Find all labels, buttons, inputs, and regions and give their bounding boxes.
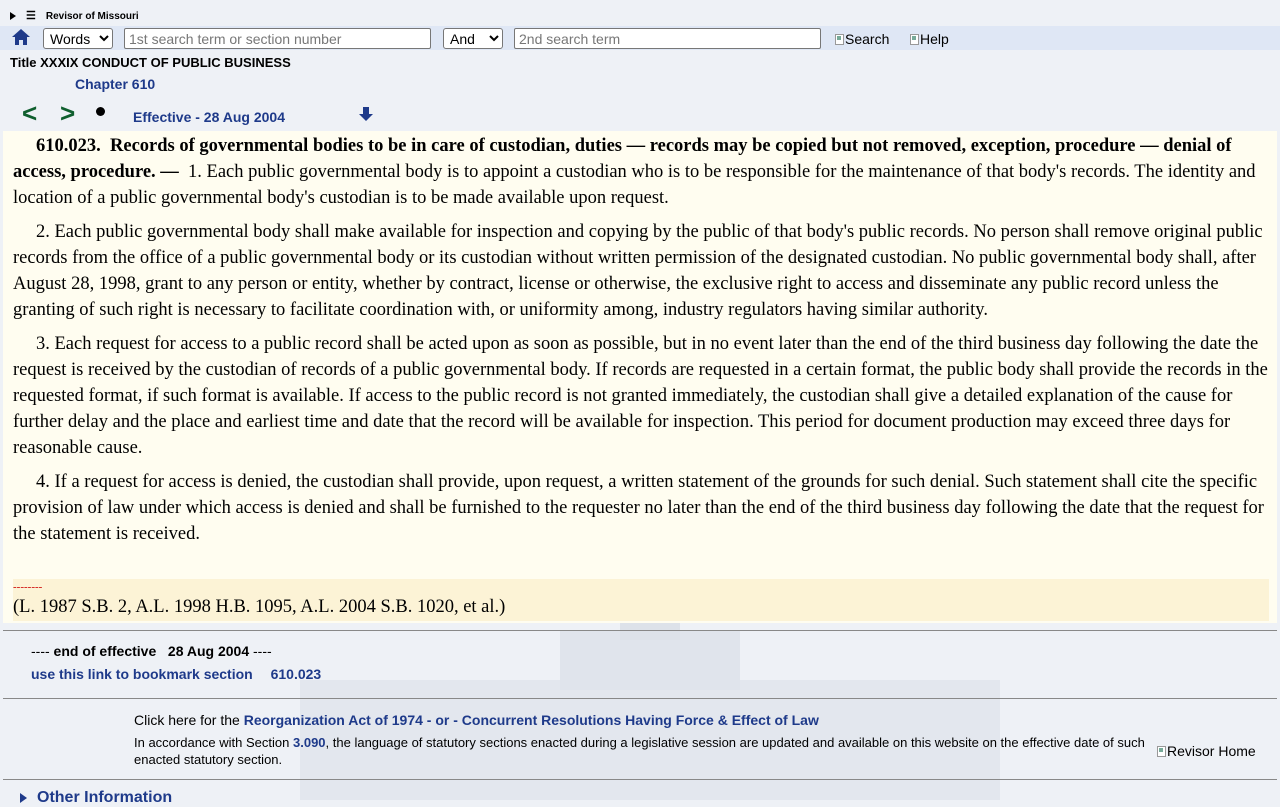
history-text: (L. 1987 S.B. 2, A.L. 1998 H.B. 1095, A.L. 2004 S.B. 1020, et al.): [13, 597, 506, 617]
section-3090-link[interactable]: 3.090: [293, 735, 326, 750]
effective-date: Effective - 28 Aug 2004: [133, 109, 285, 125]
home-icon[interactable]: [11, 27, 31, 47]
other-information-label: Other Information: [37, 789, 173, 806]
end-prefix-label: end of effective: [49, 643, 157, 659]
search-mode-select[interactable]: [43, 28, 113, 49]
paragraph-1: [13, 133, 1269, 211]
search-button[interactable]: [835, 31, 889, 47]
chapter-link[interactable]: Chapter 610: [75, 76, 156, 92]
end-date: 28 Aug 2004: [167, 643, 250, 659]
prev-section-button[interactable]: <: [22, 98, 38, 128]
search-term1-input[interactable]: [124, 28, 431, 49]
divider: [3, 779, 1277, 780]
footer-links: [134, 712, 819, 728]
section-number: 610.023.: [36, 136, 101, 156]
other-information-toggle[interactable]: [20, 789, 172, 807]
section-heading: Records of governmental bodies to be in care of custodian, duties — records may be copied but not removed, exception, procedure — denial of access, procedure. —: [13, 136, 1232, 182]
paragraph-1-text: 1. Each public governmental body is to appoint a custodian who is to be responsible for the maintenance of that body's records. The identity and location of a public governmental body's custodian is to be made available upon request.: [13, 162, 1256, 208]
broken-image-icon: [835, 34, 844, 45]
section-text: [13, 133, 1269, 555]
end-of-effective: [31, 643, 272, 659]
expand-triangle-icon[interactable]: [10, 12, 16, 20]
site-name: Revisor of Missouri: [45, 10, 139, 22]
broken-image-icon: [910, 34, 919, 45]
accordance-prefix: In accordance with Section: [134, 735, 290, 750]
click-here-text: Click here for the: [134, 712, 240, 728]
expand-triangle-icon: [20, 793, 27, 803]
revisor-home-label: Revisor Home: [1167, 743, 1256, 759]
reorganization-act-link[interactable]: Reorganization Act of 1974: [243, 712, 423, 728]
bookmark-section: 610.023: [270, 666, 322, 682]
divider: [3, 698, 1277, 699]
end-prefix-dashes: ----: [31, 643, 50, 659]
menu-icon[interactable]: ☰: [26, 9, 36, 22]
help-button-label: Help: [920, 31, 949, 47]
paragraph-4: 4. If a request for access is denied, the custodian shall provide, upon request, a written statement of the grounds for such denial. Such statement shall cite the specific provision of law under which access is denied and shall be furnished to the requester no later than the end of the third business day following the date that the request for the statement is received.: [13, 472, 1264, 544]
next-section-button[interactable]: >: [60, 98, 76, 128]
accordance-rest: , the language of statutory sections enacted during a legislative session are updated and available on this website on the effective date of such enacted statutory section.: [134, 735, 1145, 767]
search-operator-select[interactable]: [443, 28, 503, 49]
current-section-dot-icon[interactable]: [96, 107, 105, 116]
broken-image-icon: [1157, 746, 1166, 757]
title-heading: Title XXXIX CONDUCT OF PUBLIC BUSINESS: [10, 55, 291, 70]
history-block: [13, 579, 1269, 621]
accordance-note: [134, 734, 1154, 768]
search-button-label: Search: [845, 31, 890, 47]
paragraph-2: 2. Each public governmental body shall make available for inspection and copying by the public of that body's public records. No person shall remove original public records from the office of a public governmental body or its custodian without written permission of the designated custodian. No public governmental body shall, after August 28, 1998, grant to any person or entity, whether by contract, license or otherwise, the exclusive right to access and disseminate any public record unless the granting of such right is necessary to facilitate coordination with, or uniformity among, industry regulators having similar authority.: [13, 222, 1263, 320]
revisor-home-link[interactable]: [1157, 743, 1256, 759]
help-button[interactable]: [910, 31, 949, 47]
statute-content: [3, 131, 1277, 623]
search-term2-input[interactable]: [514, 28, 821, 49]
divider: [3, 630, 1277, 631]
end-suffix: ----: [253, 643, 272, 659]
site-header: [10, 9, 139, 23]
down-arrow-icon[interactable]: [358, 106, 374, 122]
history-divider: --------: [13, 581, 43, 593]
or-separator: - or -: [426, 712, 458, 728]
bookmark-link[interactable]: [31, 666, 321, 682]
concurrent-resolutions-link[interactable]: Concurrent Resolutions Having Force & Effect of Law: [461, 712, 819, 728]
bookmark-label: use this link to bookmark section: [31, 666, 253, 682]
paragraph-3: 3. Each request for access to a public record shall be acted upon as soon as possible, but in no event later than the end of the third business day following the date the request is received by the custodian of records of a public governmental body. If records are requested in a certain format, the public body shall provide the records in the requested format, if such format is available. If access to the public record is not granted immediately, the custodian shall give a detailed explanation of the cause for further delay and the place and earliest time and date that the record will be available for inspection. This period for document production may exceed three days for reasonable cause.: [13, 334, 1268, 458]
